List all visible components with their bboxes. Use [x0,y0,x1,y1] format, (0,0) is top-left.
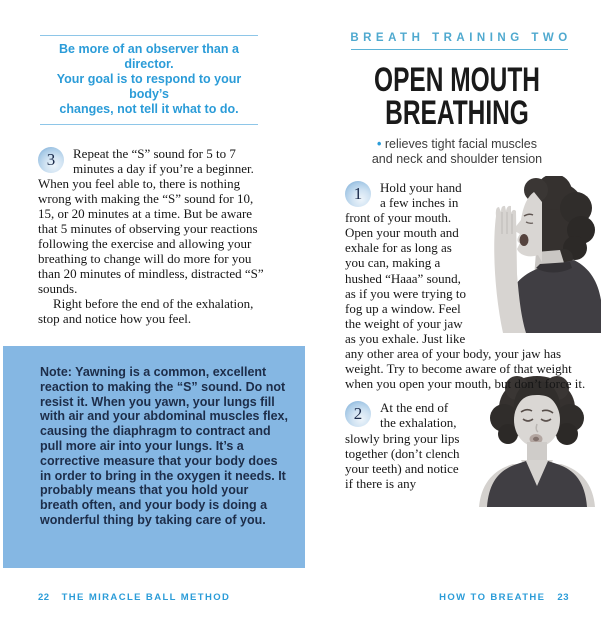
page-number: 22 [38,592,50,603]
pull-quote-line: Be more of an observer than a director. [59,42,239,71]
benefit-note [305,137,609,167]
page-title-line: OPEN MOUTH [374,61,540,99]
photo-woman-lips-pursed-illustration [465,372,605,507]
photo-woman-profile-exhaling-illustration [476,176,601,333]
photo-woman-profile-exhaling [476,176,601,333]
page-right [305,0,609,639]
benefit-line: relieves tight facial muscles [384,137,538,151]
step-1-text: Hold your hand a few inches in front of your mouth. Open your mouth and exhale for as long as you can, making a hushed “Haaa” sound, as if you were trying to fog up a window. Feel the weight of your jaw as you exhale. Just like any other area of your body, your jaw has weight. Try to become aware of that weight when you open your mouth, but don’t force it. [345,180,586,392]
step-3-number-badge: 3 [38,147,64,173]
step-2 [345,400,587,491]
chapter-header: BREATH TRAINING TWO [350,32,572,44]
footer-left [38,592,230,603]
step-2-text: At the end of the exhalation, slowly bring your lips together (don’t clench your teeth) and notice if there is any [345,400,460,491]
page-title-line: BREATHING [385,94,529,132]
pull-quote [40,35,258,125]
section-title: HOW TO BREATHE [439,592,546,603]
step-1-number-badge: 1 [345,181,371,207]
pull-quote-line: Your goal is to respond to your body’s [56,72,242,101]
page-number: 23 [557,592,569,603]
pull-quote-line: changes, not tell it what to do. [59,102,239,116]
steps [345,180,587,491]
page-title [348,61,567,132]
step-3-text: Repeat the “S” sound for 5 to 7 minutes a day if you’re a beginner. When you feel able to, there is nothing wrong with making the “S” sound for 10, 15, or 20 minutes at a time. But be aware that 5 minutes of observing your reactions following the exercise and allowing your breathing to change will do more for you than 20 minutes of mindless, distracted “S” sounds. [38,146,264,296]
note-text: Note: Yawning is a common, excellent reaction to making the “S” sound. Do not resist it. When you yawn, your lungs fill with air and your abdominal muscles flex, causing the diaphragm to contract and pull more air into your lungs. It’s a corrective measure that your body does in order to bring in the oxygen it needs. It probably means that you hold your breath often, and your body is doing a wonderful thing by taking care of you. [40,365,288,527]
paragraph: Right before the end of the exhalation, stop and notice how you feel. [38,296,254,326]
photo-woman-lips-pursed [465,372,605,507]
step-3 [38,146,267,326]
footer-right [439,592,569,603]
book-title: THE MIRACLE BALL METHOD [61,592,231,603]
benefit-line: and neck and shoulder tension [371,152,543,166]
note-box [3,346,305,568]
step-1 [345,180,587,391]
step-2-number-badge: 2 [345,401,371,427]
bullet-icon: • [376,137,382,151]
header-rule [351,49,568,50]
